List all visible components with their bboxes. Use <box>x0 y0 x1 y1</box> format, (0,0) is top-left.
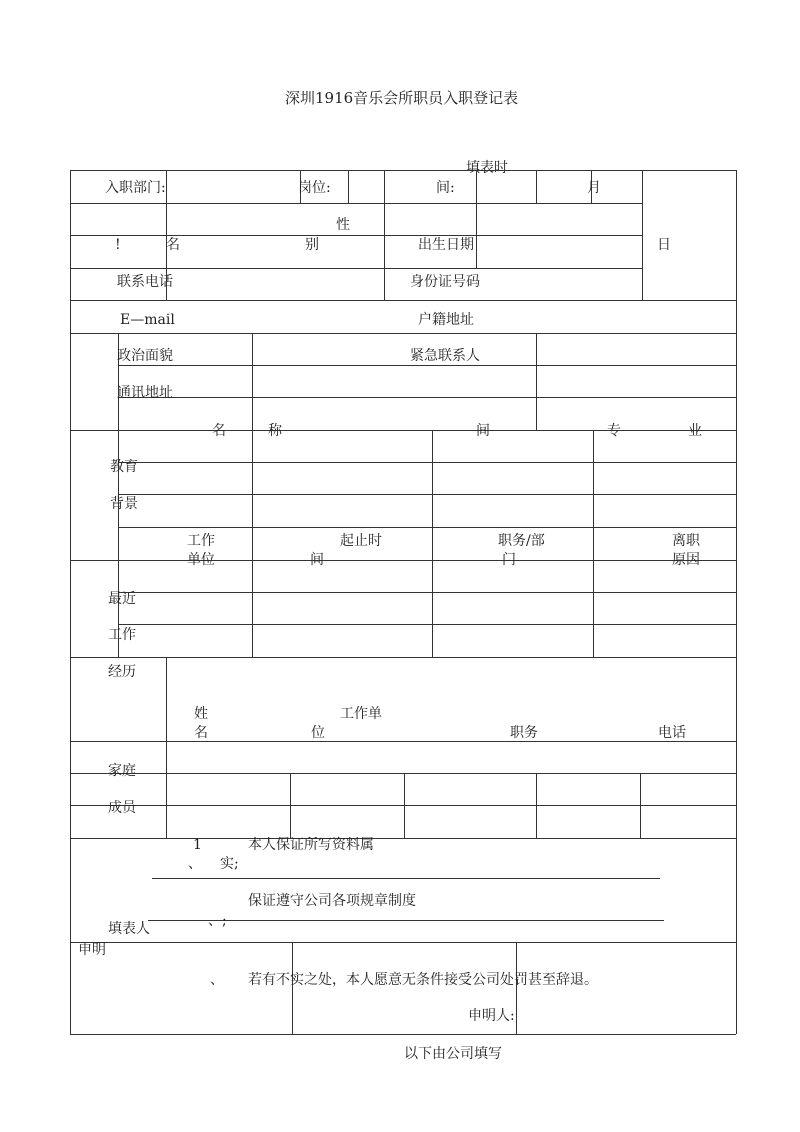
work-section-label-1: 最近 <box>108 591 136 607</box>
work-unit-label-2: 单位 <box>187 552 215 568</box>
col-line <box>516 942 517 1034</box>
row-line <box>118 365 736 366</box>
work-section-label-3: 经历 <box>108 664 136 680</box>
family-name-label-1: 姓 <box>194 706 208 722</box>
work-duty-label-2: 门 <box>502 552 516 568</box>
col-line <box>536 170 537 203</box>
row-line <box>118 592 736 593</box>
school-name-label: 称 <box>268 423 282 439</box>
phone-label: 联系电话 <box>117 274 173 290</box>
email-label: E—mail <box>120 312 175 328</box>
family-duty-label: 职务 <box>510 725 538 741</box>
row-line <box>70 333 736 334</box>
row-line <box>70 560 736 561</box>
row-line <box>118 397 736 398</box>
row-line <box>118 494 736 495</box>
row-line <box>70 942 736 943</box>
declaration-item1-text: 本人保证所写资料属 <box>248 837 374 853</box>
declaration-item1-tail: 实; <box>220 856 239 872</box>
row-line <box>70 300 736 301</box>
row-line <box>70 805 736 806</box>
row-line <box>70 1034 736 1035</box>
id-number-label: 身份证号码 <box>410 274 480 290</box>
row-line <box>70 235 642 236</box>
declaration-label: 申明 <box>78 942 106 958</box>
filler-label: 填表人 <box>108 921 150 937</box>
declaration-item2-text: 保证遵守公司各项规章制度 <box>248 893 416 909</box>
row-line <box>70 773 736 774</box>
col-line <box>252 333 253 430</box>
declaration-item3-separator: 、 <box>210 972 224 988</box>
form-title: 深圳1916音乐会所职员入职登记表 <box>285 89 519 107</box>
row-line <box>70 657 736 658</box>
row-line <box>70 170 736 171</box>
political-status-label: 政治面貌 <box>117 348 173 364</box>
col-line <box>166 657 167 838</box>
work-duty-label-1: 职务/部 <box>498 533 545 549</box>
entry-time-label: 间: <box>436 180 455 196</box>
declaration-item2-tail: 、; <box>208 913 227 929</box>
day-label: 日 <box>657 237 671 253</box>
education-time-label: 间 <box>476 423 490 439</box>
table-border-left <box>70 170 71 1034</box>
family-section-label-2: 成员 <box>108 800 136 816</box>
col-line <box>642 170 643 300</box>
gender-label-top: 性 <box>336 217 350 233</box>
row-line <box>70 430 736 431</box>
work-unit-label-1: 工作 <box>187 533 215 549</box>
declarant-label: 申明人: <box>468 1008 515 1024</box>
col-line <box>536 773 537 838</box>
major-label-1: 专 <box>607 423 621 439</box>
declaration-item1-separator: 、 <box>188 856 202 872</box>
row-line <box>118 527 736 528</box>
gender-label-bottom: 别 <box>305 237 319 253</box>
family-section-label-1: 家庭 <box>108 763 136 779</box>
col-line <box>404 773 405 838</box>
col-line <box>476 170 477 268</box>
row-line <box>70 838 736 839</box>
row-line <box>70 268 642 269</box>
family-phone-label: 电话 <box>658 725 686 741</box>
name-label-mark: ! <box>115 237 121 253</box>
month-label: 月 <box>587 180 601 196</box>
work-period-label-1: 起止时 <box>340 533 382 549</box>
school-name-char: 名 <box>212 423 226 439</box>
col-line <box>292 942 293 1034</box>
declaration-item1-number: 1 <box>193 837 202 853</box>
row-line <box>118 462 736 463</box>
col-line <box>384 170 385 300</box>
department-label: 入职部门: <box>105 180 166 196</box>
family-unit-label-1: 工作单 <box>340 706 382 722</box>
leave-reason-label-2: 原因 <box>672 552 700 568</box>
household-address-label: 户籍地址 <box>418 312 474 328</box>
family-name-label-2: 名 <box>194 725 208 741</box>
education-section-label-2: 背景 <box>110 496 138 512</box>
col-line <box>640 773 641 838</box>
emergency-contact-label: 紧急联系人 <box>410 348 480 364</box>
col-line <box>118 333 119 657</box>
col-line <box>593 430 594 657</box>
col-line <box>290 773 291 838</box>
mailing-address-label: 通讯地址 <box>117 385 173 401</box>
company-fill-note: 以下由公司填写 <box>404 1046 502 1062</box>
col-line <box>348 170 349 203</box>
work-section-label-2: 工作 <box>108 627 136 643</box>
col-line <box>432 430 433 657</box>
major-label-2: 业 <box>688 423 702 439</box>
row-line <box>70 741 736 742</box>
fill-time-label: 填表时 <box>466 160 508 176</box>
family-unit-label-2: 位 <box>311 725 325 741</box>
col-line <box>536 333 537 430</box>
row-line <box>118 624 736 625</box>
position-label: 岗位: <box>298 180 331 196</box>
signature-line <box>152 878 660 879</box>
work-period-label-2: 间 <box>310 552 324 568</box>
row-line <box>70 203 642 204</box>
education-section-label-1: 教育 <box>110 459 138 475</box>
birth-date-label: 出生日期 <box>418 237 474 253</box>
table-border-right <box>736 170 737 1034</box>
declaration-item3-text: 若有不实之处，本人愿意无条件接受公司处罚甚至辞退。 <box>248 972 598 988</box>
leave-reason-label-1: 离职 <box>672 533 700 549</box>
col-line <box>252 430 253 657</box>
name-label: 名 <box>166 237 180 253</box>
